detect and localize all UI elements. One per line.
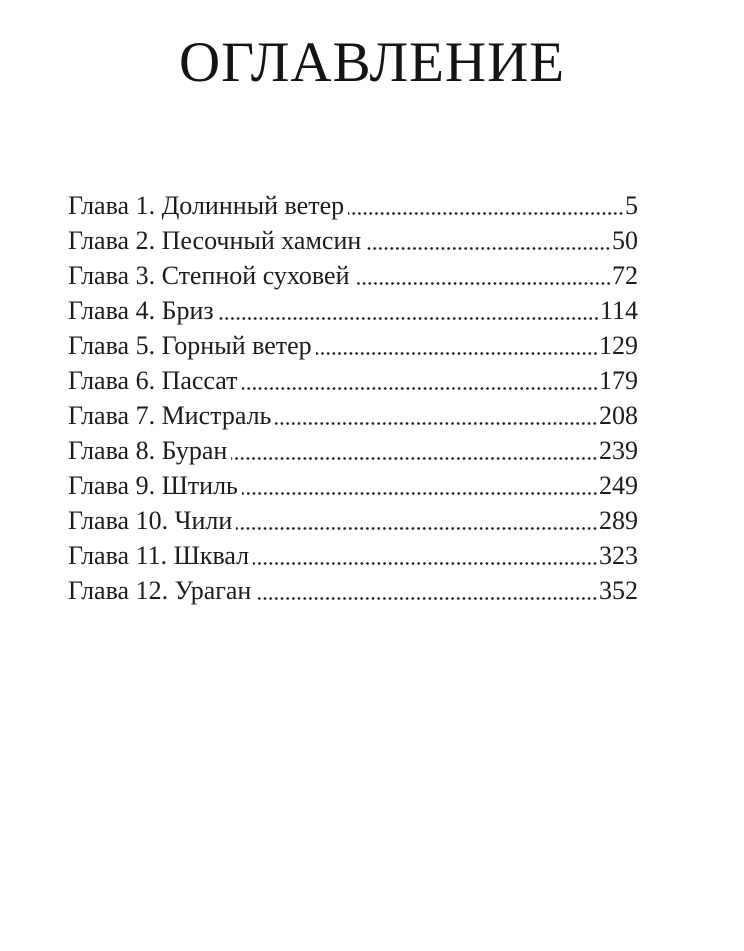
toc-entry: [68, 503, 638, 538]
dot-leader: [218, 317, 599, 320]
dot-leader: [236, 527, 598, 530]
toc-entry: [68, 573, 638, 608]
toc-entry: [68, 258, 638, 293]
chapter-page-number: 323: [599, 541, 638, 570]
chapter-title: Глава 11. Шквал: [68, 541, 250, 570]
dot-leader: [255, 597, 598, 600]
dot-leader: [354, 282, 612, 285]
page-title: ОГЛАВЛЕНИЕ: [178, 31, 566, 94]
toc-entry: [68, 468, 638, 503]
chapter-page-number: 179: [599, 366, 638, 395]
dot-leader: [231, 457, 598, 460]
toc-entry: [68, 398, 638, 433]
toc-entry: [68, 363, 638, 398]
toc-entry: [68, 328, 638, 363]
dot-leader: [242, 387, 598, 390]
toc-entry: [68, 188, 638, 223]
chapter-title: Глава 1. Долинный ветер: [68, 191, 345, 220]
dot-leader: [275, 422, 598, 425]
chapter-title: Глава 4. Бриз: [68, 296, 214, 325]
chapter-title: Глава 9. Штиль: [68, 471, 238, 500]
chapter-title: Глава 12. Ураган: [68, 576, 252, 605]
dot-leader: [253, 562, 598, 565]
chapter-page-number: 129: [599, 331, 638, 360]
chapter-page-number: 114: [599, 296, 638, 325]
dot-leader: [348, 212, 624, 215]
chapter-page-number: 352: [599, 576, 638, 605]
chapter-page-number: 249: [599, 471, 638, 500]
chapter-page-number: 289: [599, 506, 638, 535]
dot-leader: [316, 352, 598, 355]
table-of-contents: [0, 188, 744, 608]
toc-entry: [68, 538, 638, 573]
chapter-page-number: 50: [612, 226, 638, 255]
chapter-page-number: 239: [599, 436, 638, 465]
toc-entry: [68, 293, 638, 328]
chapter-title: Глава 6. Пассат: [68, 366, 238, 395]
chapter-title: Глава 8. Буран: [68, 436, 228, 465]
dot-leader: [242, 492, 598, 495]
toc-entry: [68, 433, 638, 468]
chapter-title: Глава 5. Горный ветер: [68, 331, 312, 360]
chapter-page-number: 208: [599, 401, 638, 430]
dot-leader: [365, 247, 611, 250]
toc-entry: [68, 223, 638, 258]
chapter-title: Глава 10. Чили: [68, 506, 233, 535]
chapter-title: Глава 2. Песочный хамсин: [68, 226, 362, 255]
chapter-title: Глава 7. Мистраль: [68, 401, 272, 430]
chapter-page-number: 5: [625, 191, 638, 220]
chapter-title: Глава 3. Степной суховей: [68, 261, 350, 290]
chapter-page-number: 72: [612, 261, 638, 290]
